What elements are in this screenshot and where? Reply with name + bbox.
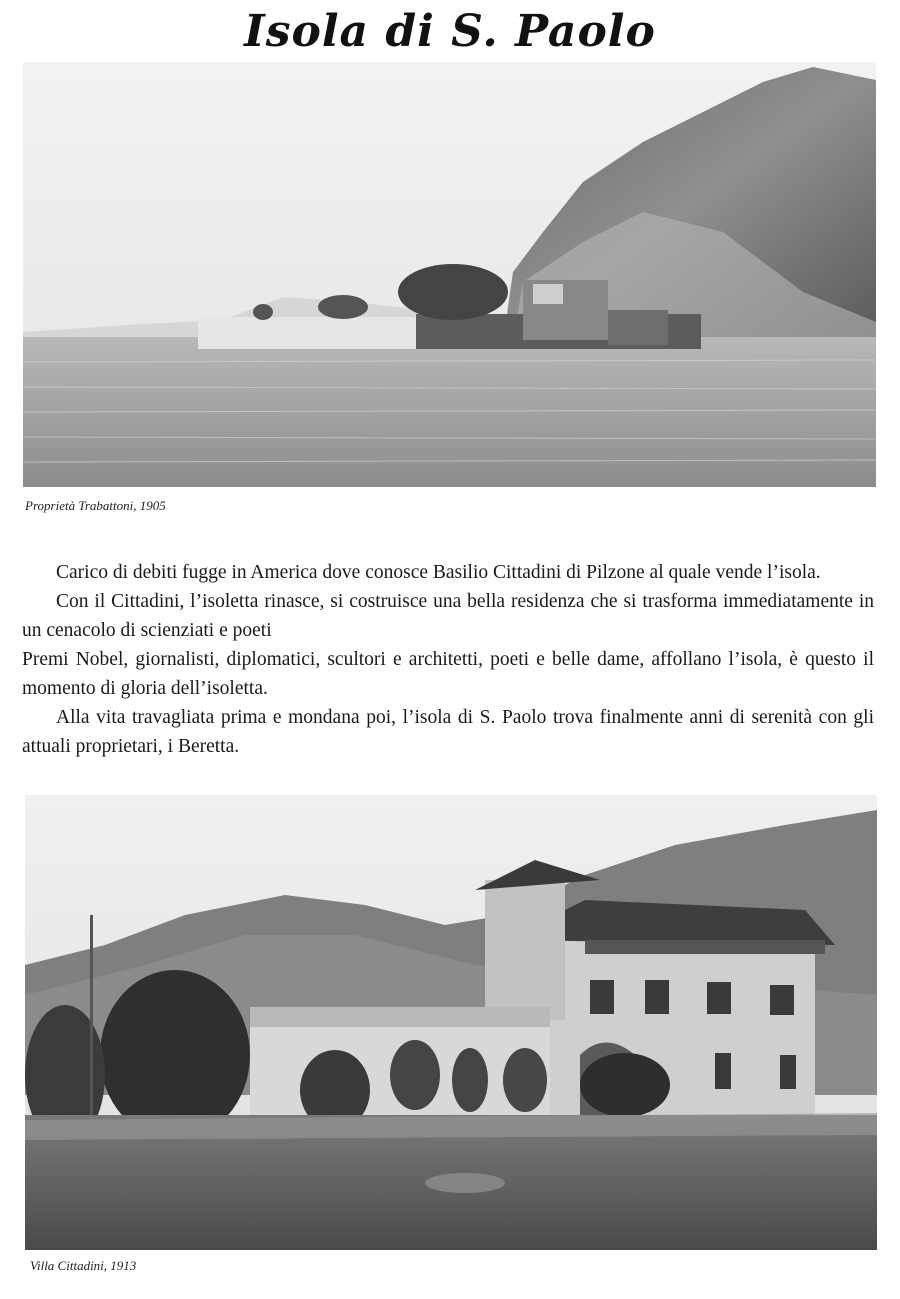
page-title: Isola di S. Paolo [244,6,656,57]
island-photo-illustration [23,62,876,487]
villa-photo-illustration [25,795,877,1250]
photo-caption: Proprietà Trabattoni, 1905 [25,498,166,513]
body-text [22,558,874,761]
photo-caption: Villa Cittadini, 1913 [30,1258,137,1273]
paragraph: Premi Nobel, giornalisti, diplomatici, scultori e architetti, poeti e belle dame, affollano l’isola, è questo il momento di gloria dell’isoletta. [22,649,874,699]
paragraph: Carico di debiti fugge in America dove conosce Basilio Cittadini di Pilzone al quale vende l’isola. [56,562,821,583]
paragraph: Con il Cittadini, l’isoletta rinasce, si costruisce una bella residenza che si trasforma immediatamente in un cenacolo di scienziati e poeti [22,591,874,641]
paragraph: Alla vita travagliata prima e mondana poi, l’isola di S. Paolo trova finalmente anni di serenità con gli attuali proprietari, i Beretta. [22,707,874,757]
island-photo [23,62,876,487]
villa-photo [25,795,877,1250]
